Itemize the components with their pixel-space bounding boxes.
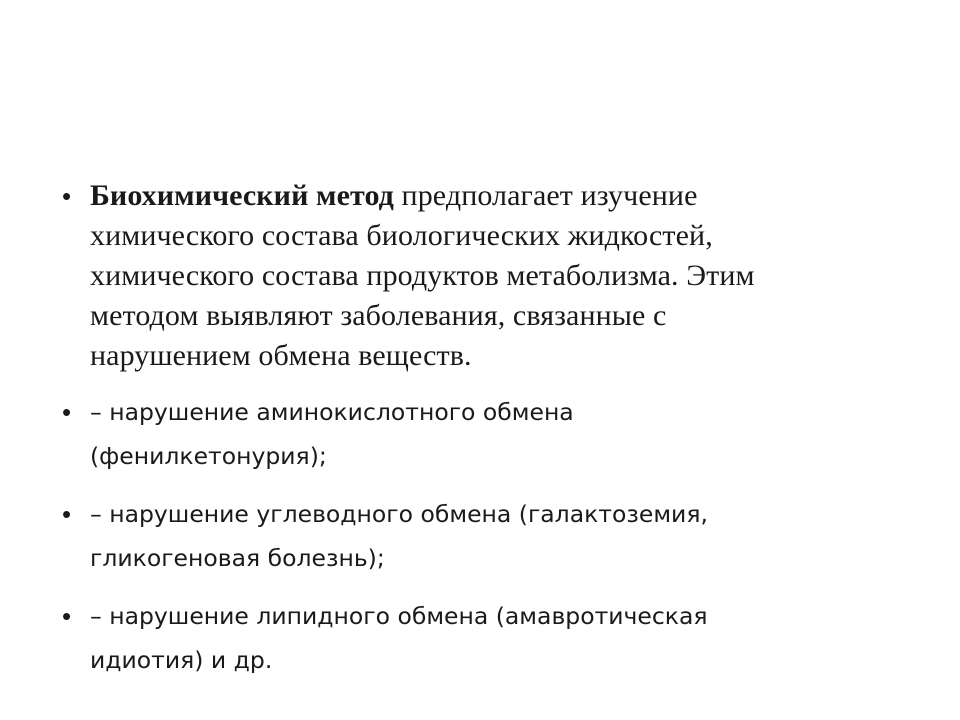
bullet-icon: •: [62, 181, 72, 211]
bullet-icon: •: [62, 499, 72, 529]
text-line: нарушением обмена веществ.: [90, 339, 472, 372]
text-line: химического состава продуктов метаболизма. Этим: [90, 259, 755, 292]
text-line: – нарушение аминокислотного обмена: [90, 398, 574, 426]
text-line: [90, 176, 916, 216]
list-item-biochemical-method: [56, 176, 916, 376]
text-line: (фенилкетонурия);: [90, 442, 327, 470]
list-item-amino-acid: [56, 390, 916, 478]
list-item-lipid: [56, 594, 916, 682]
list-item-carbohydrate: [56, 492, 916, 580]
text-line: химического состава биологических жидкостей,: [90, 219, 713, 252]
bold-term: Биохимический метод: [90, 179, 394, 212]
text-line: методом выявляют заболевания, связанные с: [90, 299, 667, 332]
bullet-icon: •: [62, 601, 72, 631]
text-line: гликогеновая болезнь);: [90, 544, 385, 572]
text-span: предполагает изучение: [393, 179, 698, 212]
text-line: – нарушение углеводного обмена (галактоземия,: [90, 500, 708, 528]
text-line: идиотия) и др.: [90, 646, 273, 674]
bullet-icon: •: [62, 397, 72, 427]
bullet-list: [56, 176, 916, 682]
text-line: – нарушение липидного обмена (амавротическая: [90, 602, 708, 630]
